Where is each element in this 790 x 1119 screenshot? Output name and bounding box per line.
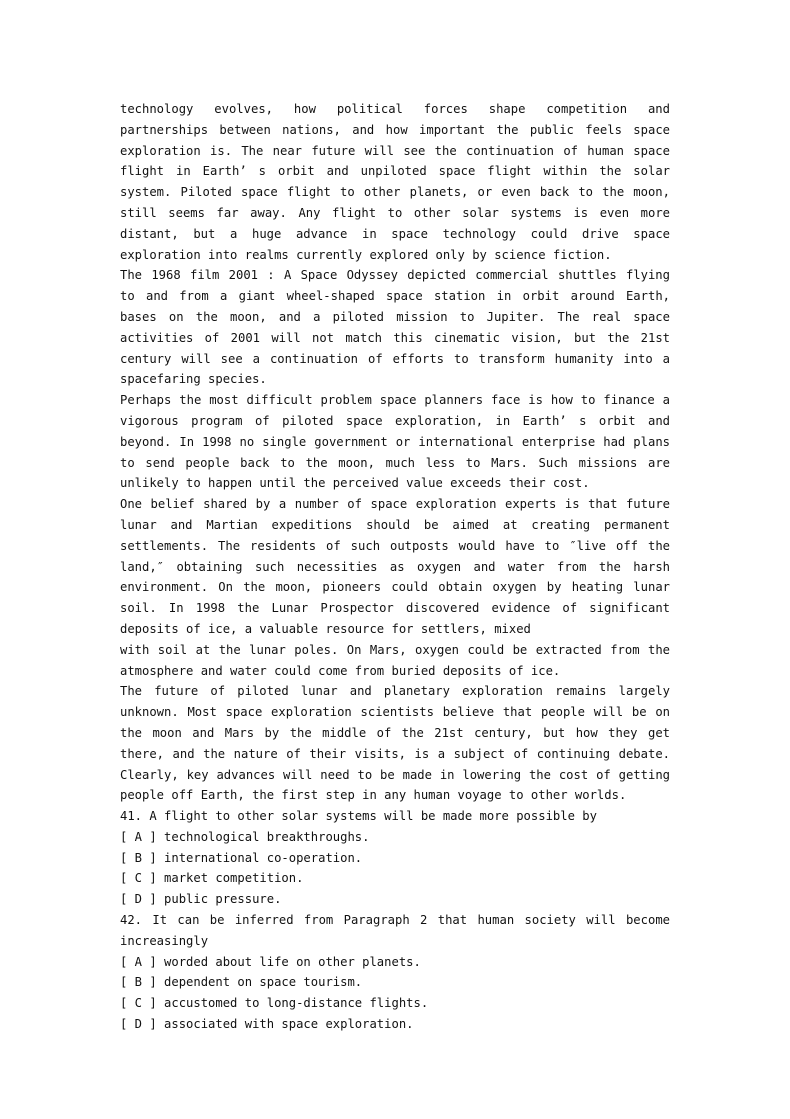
option-a: [ A ] worded about life on other planets. bbox=[120, 954, 421, 969]
document-page bbox=[120, 99, 670, 1035]
paragraph-4: One belief shared by a number of space exploration experts is that future lunar and Martian expeditions should be aimed at creating permanent settlements. The residents of such outposts would have to ″live off the land,″ obtaining such necessities as oxygen and water from the harsh environment. On the moon, pioneers could obtain oxygen by heating lunar soil. In 1998 the Lunar Prospector discovered evidence of significant deposits of ice, a valuable resource for settlers, mixed bbox=[120, 497, 670, 636]
option-d: [ D ] public pressure. bbox=[120, 892, 282, 907]
paragraph-3: Perhaps the most difficult problem space planners face is how to finance a vigorous program of piloted space exploration, in Earth’ s orbit and beyond. In 1998 no single government or international enterprise had plans to send people back to the moon, much less to Mars. Such missions are unlikely to happen until the perceived value exceeds their cost. bbox=[120, 393, 670, 491]
paragraph-1: technology evolves, how political forces shape competition and partnerships between nations, and how important the public feels space exploration is. The near future will see the continuation of human space flight in Earth’ s orbit and unpiloted space flight within the solar system. Piloted space flight to other planets, or even back to the moon, still seems far away. Any flight to other solar systems is even more distant, but a huge advance in space technology could drive space exploration into realms currently explored only by science fiction. bbox=[120, 102, 670, 262]
question-42 bbox=[120, 910, 670, 1035]
paragraph-6: The future of piloted lunar and planetary exploration remains largely unknown. Most space exploration scientists believe that people will be on the moon and Mars by the middle of the 21st century, but how they get there, and the nature of their visits, is a subject of continuing debate. Clearly, key advances will need to be made in lowering the cost of getting people off Earth, the first step in any human voyage to other worlds. bbox=[120, 684, 670, 803]
option-b: [ B ] dependent on space tourism. bbox=[120, 975, 363, 990]
option-a: [ A ] technological breakthroughs. bbox=[120, 829, 370, 844]
paragraph-5: with soil at the lunar poles. On Mars, oxygen could be extracted from the atmosphere and water could come from buried deposits of ice. bbox=[120, 642, 670, 678]
option-c: [ C ] market competition. bbox=[120, 871, 304, 886]
option-b: [ B ] international co-operation. bbox=[120, 850, 363, 865]
paragraph-2: The 1968 film 2001 : A Space Odyssey depicted commercial shuttles flying to and from a giant wheel-shaped space station in orbit around Earth, bases on the moon, and a piloted mission to Jupiter. The real space activities of 2001 will not match this cinematic vision, but the 21st century will see a continuation of efforts to transform humanity into a spacefaring species. bbox=[120, 268, 670, 387]
question-stem: 41. A flight to other solar systems will be made more possible by bbox=[120, 809, 597, 824]
option-d: [ D ] associated with space exploration. bbox=[120, 1017, 414, 1032]
question-stem: 42. It can be inferred from Paragraph 2 that human society will become increasingly bbox=[120, 913, 670, 948]
question-41 bbox=[120, 806, 670, 910]
option-c: [ C ] accustomed to long-distance flights. bbox=[120, 996, 429, 1011]
